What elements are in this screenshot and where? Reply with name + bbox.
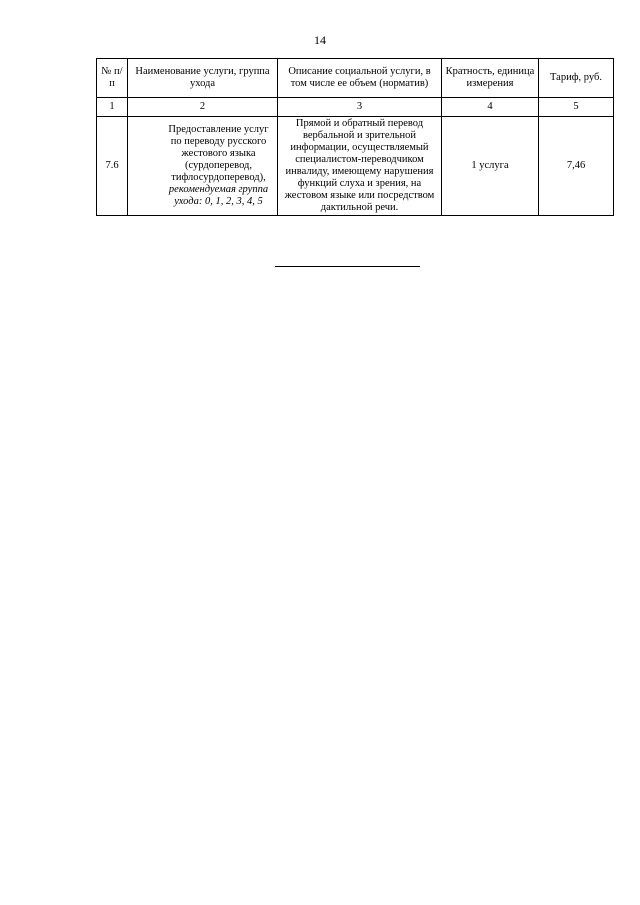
row-name-cell [128, 117, 278, 216]
row-num: 7.6 [97, 117, 128, 216]
header-description: Описание социальной услуги, в том числе ее объем (норматив) [278, 59, 442, 98]
row-description: Прямой и обратный перевод вербальной и зрительной информации, осуществляемый специалистом-переводчиком инвалиду, имеющему нарушения функций слуха и зрения, на жестовом языке или посредством дактильной речи. [278, 117, 442, 216]
column-number-row [97, 98, 614, 117]
column-number: 3 [278, 98, 442, 117]
header-name: Наименование услуги, группа ухода [128, 59, 278, 98]
header-num: № п/п [97, 59, 128, 98]
column-number: 2 [128, 98, 278, 117]
page-number: 14 [314, 33, 326, 47]
column-number: 1 [97, 98, 128, 117]
column-number: 4 [442, 98, 539, 117]
header-tariff: Тариф, руб. [539, 59, 614, 98]
column-number: 5 [539, 98, 614, 117]
care-group: рекомендуемая группа ухода: 0, 1, 2, 3, 4, 5 [168, 184, 269, 207]
service-name: Предоставление услуг по переводу русского жестового языка (сурдоперевод, тифлосурдоперевод), [168, 124, 269, 183]
tariff-table [96, 58, 614, 216]
table-header-row [97, 59, 614, 98]
table-row [97, 117, 614, 216]
end-divider [275, 266, 420, 267]
row-unit: 1 услуга [442, 117, 539, 216]
header-unit: Кратность, единица измерения [442, 59, 539, 98]
row-tariff: 7,46 [539, 117, 614, 216]
